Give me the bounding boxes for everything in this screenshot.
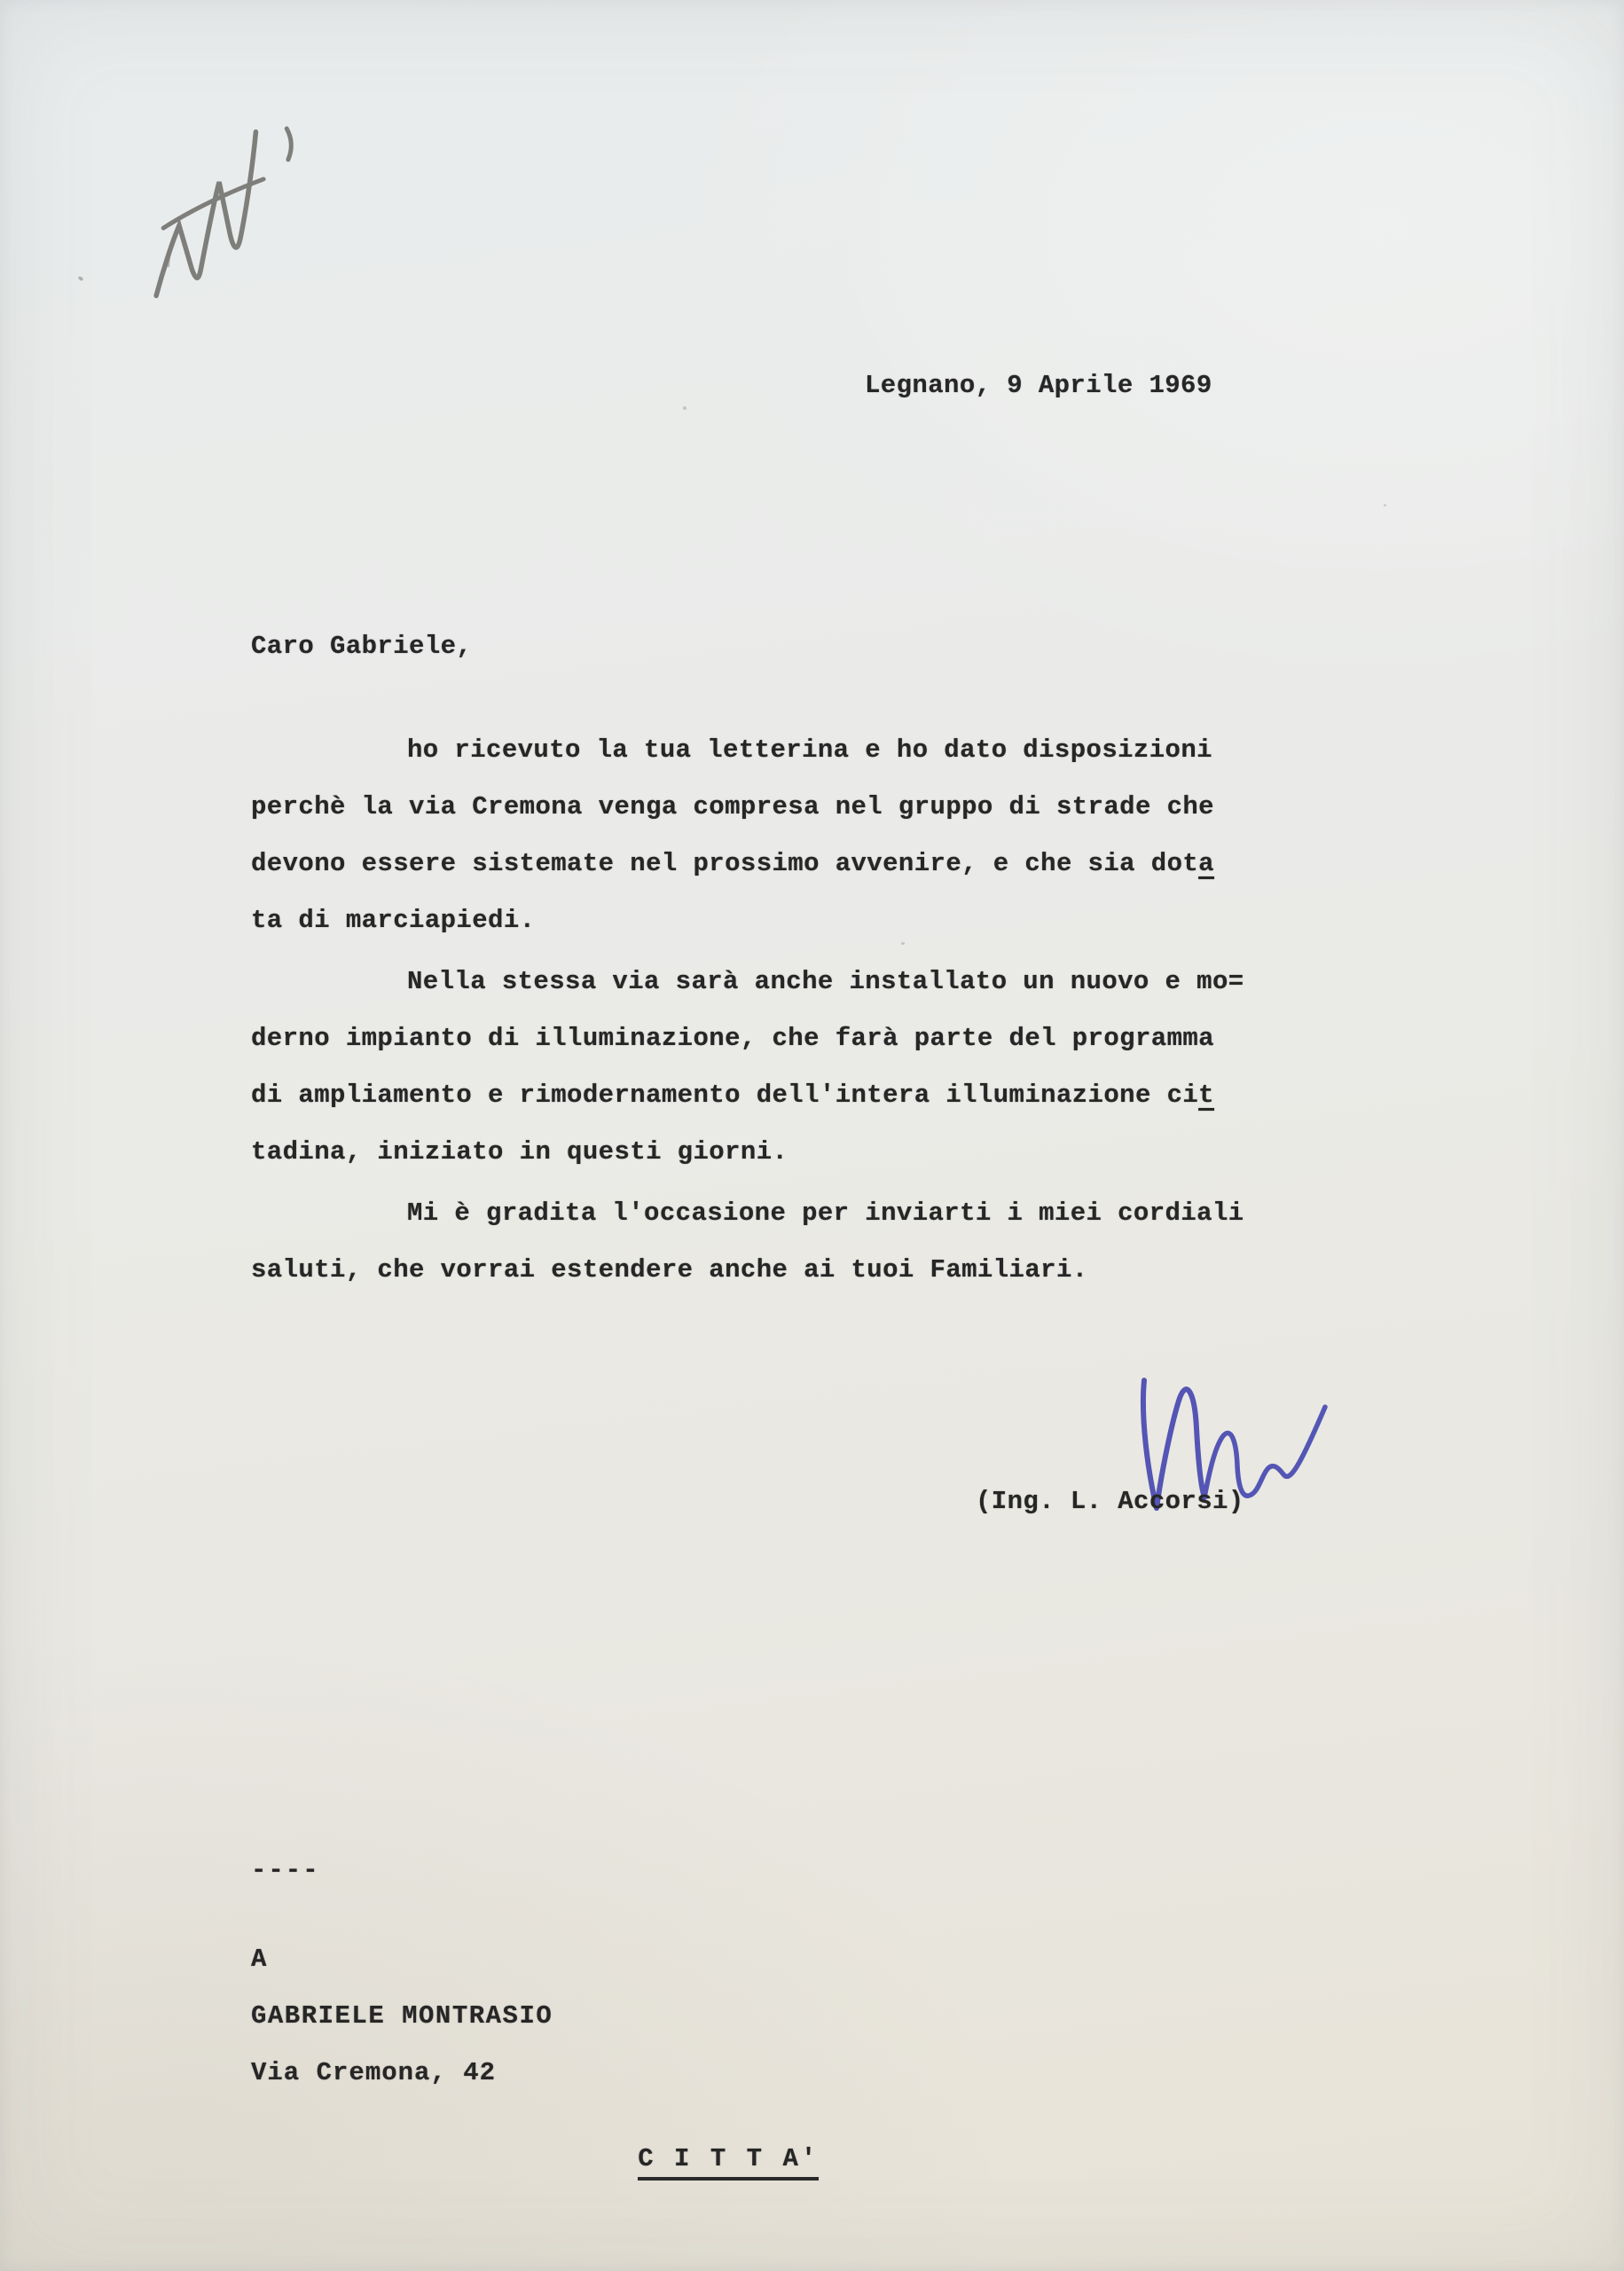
- pencil-annotation-scribble: [122, 90, 339, 322]
- body-line: tadina, iniziato in questi giorni.: [251, 1137, 788, 1167]
- scan-speck: [1384, 504, 1386, 507]
- body-line: [251, 1067, 1298, 1124]
- body-line: derno impianto di illuminazione, che farà parte del programma: [251, 1024, 1214, 1053]
- body-line: Nella stessa via sarà anche installato un nuovo e mo=: [407, 967, 1244, 996]
- salutation: Caro Gabriele,: [251, 632, 473, 661]
- body-line: Mi è gradita l'occasione per inviarti i miei cordiali: [407, 1198, 1244, 1228]
- body-line: saluti, che vorrai estendere anche ai tuoi Familiari.: [251, 1255, 1088, 1285]
- paragraph: [251, 722, 1298, 949]
- underlined-continuation-letter: a: [1198, 849, 1214, 878]
- recipient-street: Via Cremona, 42: [251, 2058, 497, 2087]
- body-line: perchè la via Cremona venga compresa nel gruppo di strade che: [251, 792, 1214, 821]
- scan-speck: [77, 276, 83, 282]
- body-line: [251, 836, 1298, 892]
- separator-dashes: ----: [251, 1856, 320, 1885]
- body-line: ho ricevuto la tua letterina e ho dato disposizioni: [407, 735, 1212, 765]
- letter-date: Legnano, 9 Aprile 1969: [865, 371, 1212, 400]
- recipient-city-underlined: C I T T A': [638, 2144, 819, 2181]
- recipient-to: A: [251, 1945, 267, 1974]
- recipient-city: [575, 2115, 819, 2203]
- body-line: ta di marciapiedi.: [251, 906, 536, 935]
- underlined-continuation-letter: t: [1198, 1080, 1214, 1110]
- paragraph: [251, 1185, 1298, 1299]
- signature-caption: (Ing. L. Accorsi): [976, 1487, 1244, 1516]
- letter-body: [251, 722, 1298, 1303]
- body-line-text: devono essere sistemate nel prossimo avvenire, e che sia dot: [251, 849, 1199, 878]
- scan-speck: [683, 406, 686, 410]
- recipient-name: GABRIELE MONTRASIO: [251, 2001, 553, 2031]
- paragraph: [251, 954, 1298, 1181]
- body-line-text: di ampliamento e rimodernamento dell'intera illuminazione ci: [251, 1080, 1199, 1110]
